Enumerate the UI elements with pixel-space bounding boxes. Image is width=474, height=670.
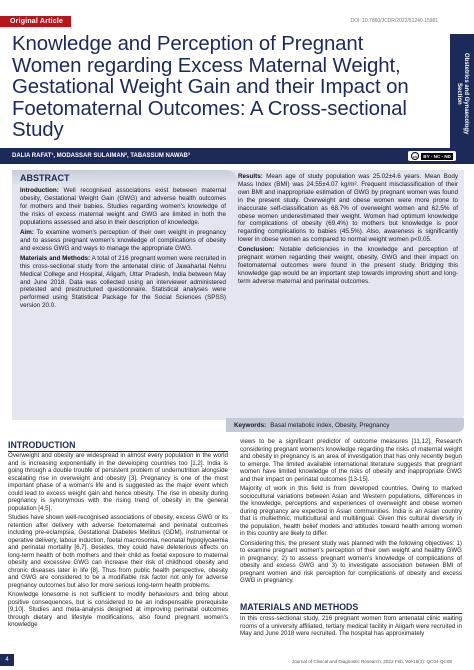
abstract-label: Results: xyxy=(238,173,263,180)
body-paragraph: Knowledge lonesome is not sufficient to modify behaviours and bring about positive consequences, but is considered to be an indispensable prerequisite [9,10]. Studies and meta-analysis designed at improving perinatal outcomes through dietary and lifestyle modifications, also found pregnant women's knowledge xyxy=(8,591,228,628)
abstract-heading: ABSTRACT xyxy=(20,173,70,183)
body-paragraph: In this cross-sectional study, 216 pregnant women from antenatal clinic waiting rooms of a university affiliated, tertiary medical facility in Aligarh were recruited in May and June 2018 were recruited. The hospital has approximately xyxy=(240,615,462,637)
abstract-results xyxy=(238,173,458,244)
section-side-label: Obstetrics and Gynaecology Section xyxy=(456,53,469,135)
body-paragraph: Considering this, the present study was planned with the following objectives: 1) to examine pregnant women's perception of their own weight and healthy GWG in pregnancy; 2) to assess pregnant women's knowledge of complications of obesity and excess GWG and 3) to investigate association between BMI of pregnant women and risk perception for complications of obesity and excess GWG in pregnancy. xyxy=(240,539,462,584)
author-list: DALIA RAFAT¹, MODASSAR SULAIMAN², TABASSUM NAWAB³ xyxy=(12,153,190,159)
body-paragraph: views to be a significant predictor of outcome measures [11,12]. Research considering pregnant women's knowledge regarding the risks of maternal weight and obesity in pregnancy is an area of investigation that has only recently begun to emerge. The limited available international literature suggests that pregnant women have limited knowledge of the risks of obesity and inappropriate GWG and their impact on perinatal outcomes [13-15]. xyxy=(240,438,462,483)
page-number: 4 xyxy=(0,654,14,666)
abstract-left-column xyxy=(20,187,226,312)
keywords-bar xyxy=(226,418,464,432)
journal-footer: Journal of Clinical and Diagnostic Research. 2022 Feb, Vol-16(2): QC04-QC08 xyxy=(291,659,452,664)
license-text: BY - NC - ND xyxy=(423,153,451,159)
keywords-label: Keywords: xyxy=(234,421,267,429)
keywords-list: Basal metabolic index, Obesity, Pregnancy xyxy=(270,421,390,429)
author-bar xyxy=(0,148,474,164)
body-paragraph: Overweight and obesity are widespread in almost every population in the world and is increasing exponentially in the developing countries too [1,2]. India is going through a double trouble of persistent problem of undernutrition alongside escalating rise in overweight and obesity [3]. Pregnancy is one of the most important phase of a woman's life and is suggested as the major event which could lead to excess weight gain and hence obesity. The rise in obesity during pregnancy is synonymous with the rising trend of obesity in the general population [4,5]. xyxy=(8,452,228,512)
article-type-tag: Original Article xyxy=(0,16,71,27)
abstract-text: Well recognised associations exist between maternal obesity, Gestational Weight Gain (GWG) and adverse health outcomes for mothers and their babies. Studies regarding women's knowledge of the risks of excess maternal weight and GWG are limited in both the populations assessed and also in their description of knowledge. xyxy=(20,187,226,226)
methods-body xyxy=(240,615,462,640)
abstract-text: To examine women's perception of their own weight in pregnancy and to assess pregnant women's knowledge of complications of obesity and excess GWG and ways to manage the appropriate GWG. xyxy=(20,228,226,252)
creative-commons-icon: cc xyxy=(413,153,418,159)
abstract-methods xyxy=(20,255,226,310)
abstract-right-column xyxy=(238,173,458,288)
methods-heading: MATERIALS AND METHODS xyxy=(240,602,359,612)
article-title: Knowledge and Perception of Pregnant Women regarding Excess Maternal Weight, Gestational Weight Gain and their Impact on Foetomaternal Outcomes: A Cross-sectional Study xyxy=(12,33,409,142)
doi-text: DOI: 10.7860/JCDR/2022/51240.15981 xyxy=(350,18,438,24)
section-side-tab xyxy=(450,34,474,154)
body-paragraph: Majority of work in this field is from developed countries. Owing to marked sociocultural variations between Asian and Western populations, differences in the knowledge, perceptions and experiences of overweight and obese women during pregnancy are expected in Asian communities. India is an Asian country that is multiethnic, multicultural and multilingual. Given this cultural diversity in the population, health belief models and attitudes toward health among women in this country are likely to differ. xyxy=(240,485,462,537)
right-body-column xyxy=(240,438,462,587)
abstract-intro xyxy=(20,187,226,227)
abstract-label: Materials and Methods: xyxy=(20,254,91,262)
abstract-text: A total of 216 pregnant women were recruited in this cross-sectional study from the antenatal clinic of Jawaharlal Nehru Medical College and Hospital, Aligarh, Uttar Pradesh, India between May and June 2018. Data was collected using an interviewer administered pretested and prestructured questionnaire. Statistical analyses were performed using Statistical Package for the Social Sciences (SPSS) version 20.0. xyxy=(20,254,226,310)
body-paragraph: Studies have shown well-recognised associations of obesity, excess GWG or its retention after delivery with adverse foetomaternal and perinatal outcomes including pre-eclampsia, Gestational Diabetes Mellitus (GDM), instrumental or operative delivery, labour induction, foetal macrosomia, neonatal hypoglycaemia and perinatal mortality [6,7]. Besides, they could have deleterious effects on long-term health of both mothers and their child as foetal exposure to maternal obesity and excessive GWG can increase their risk of childhood obesity and chronic diseases later in life [8]. Thus from public health perspective, obesity and GWG are considered to be a modifiable risk factor not only for adverse pregnancy outcomes but also for more serious long-term health problems. xyxy=(8,514,228,589)
abstract-label: Aim: xyxy=(20,228,34,236)
abstract-text: Mean age of study population was 25.02±4.6 years. Mean Body Mass Index (BMI) was 24.55±4.07 kg/m². Frequent misclassification of their own BMI and inappropriate estimation of GWG by pregnant women was found in the present study. Overweight and obese women were more prone to inaccurate self-classification as 68.7% of overweight women and 62.5% of obese women underestimated their weight. Women had optimum knowledge for complications of obesity (69.4%) to mothers but knowledge is poor regarding complications to babies (45.5%). Also, awareness is significantly lower in obese women as compared to normal weight women p<0.05. xyxy=(238,173,458,244)
abstract-conclusion xyxy=(238,246,458,286)
license-badge[interactable] xyxy=(408,151,456,161)
introduction-heading: INTRODUCTION xyxy=(8,440,76,450)
abstract-label: Introduction: xyxy=(20,187,59,194)
introduction-body xyxy=(8,452,228,631)
methods-rule xyxy=(240,613,462,614)
abstract-label: Conclusion: xyxy=(238,246,275,254)
abstract-text: Notable deficiencies in the knowledge and perception of pregnant women regarding their weight, obesity, GWG and their impact on foetomaternal outcomes were found in the present study. Bridging this knowledge gap would be an important step towards improving short and long-term adverse maternal and perinatal outcomes. xyxy=(238,246,458,286)
abstract-aim xyxy=(20,229,226,253)
